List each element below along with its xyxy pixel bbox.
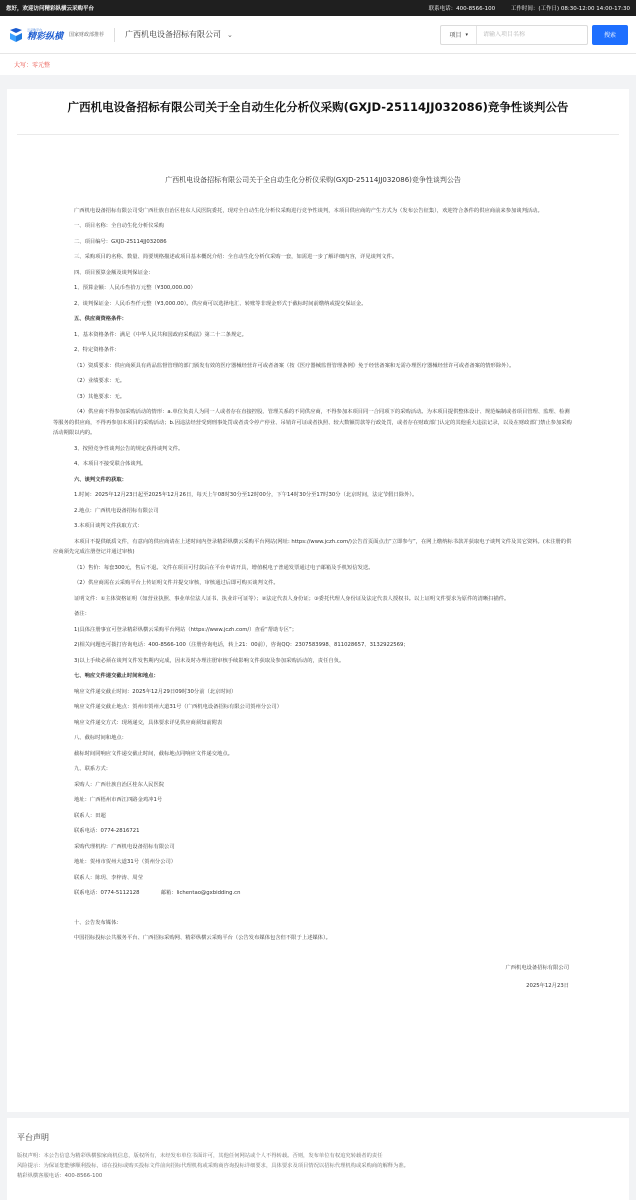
- notice-paragraph: （2）业绩要求：无。: [74, 378, 126, 384]
- notice-paragraph: 一、项目名称：全自动生化分析仪采购: [74, 223, 165, 229]
- topbar-phone: 联系电话：400-8566-100: [428, 6, 496, 12]
- notice-paragraph: 2、特定资格条件：: [74, 347, 120, 353]
- notice-paragraph: 联系电话：0774-5112128 邮箱：lichentao@gxbidding.cn: [74, 890, 241, 896]
- site-header: [0, 16, 636, 54]
- title-divider: [17, 134, 619, 135]
- notice-paragraphs: [53, 206, 573, 899]
- logo-icon: [8, 27, 24, 43]
- notice-subtitle: 广西机电设备招标有限公司关于全自动生化分析仪采购(GXJD-25114JJ032086)竞争性谈判公告: [165, 176, 461, 184]
- amount-caps: 大写：零元整: [14, 62, 51, 69]
- top-bar: [0, 0, 636, 16]
- notice-paragraph: 联系电话：0774-2816721: [74, 828, 140, 834]
- sign-date: 2025年12月23日: [526, 983, 569, 989]
- footer-service-phone: 精彩纵横客服电话：400-8566-100: [17, 1173, 103, 1179]
- notice-paragraph: 九、联系方式：: [74, 766, 112, 772]
- notice-paragraph: 八、截标时间和地点：: [74, 735, 127, 741]
- select-chevron-icon: ▾: [465, 31, 468, 38]
- notice-paragraph: 四、项目预算金额及谈判保证金：: [74, 269, 154, 276]
- footer-risk: 风险提示：为保证您能够顺利投标，请在投标或购买投标文件前向招标代理机构或采购商咨询投标详细要求，具体要求及项目情况以招标代理机构或采购商的解释为准。: [17, 1163, 409, 1169]
- media-title: 十、公告发布媒体：: [74, 919, 122, 926]
- notice-paragraph: 联系人：陈玥、李梓涛、周莹: [74, 874, 143, 881]
- notice-paragraph: 1.时间：2025年12月23日起至2025年12月26日，每天上午08时30分至12时00分，下午14时30分至17时30分（北京时间，法定节假日除外）。: [74, 492, 418, 498]
- logo-small-text: 云采购平台: [27, 27, 43, 32]
- notice-paragraph: 3.本项目谈判文件获取方式：: [74, 523, 143, 529]
- notice-paragraph: 2、谈判保证金：人民币叁仟元整（¥3,000.00）。供应商可以选择电汇、转账等非现金形式于截标时间前缴纳或提交保证金。: [74, 300, 367, 307]
- notice-paragraph: 本项目不提供纸质文件，有意向的供应商请在上述时间内登录精彩纵横云采购平台网站(网址: https://www.jczh.com/)公告首页面点击“立即参与”，在网上缴纳标书款并获取电子谈判文件及其它资料。(未注册的供应商须先完成注册登记并通过审核): [53, 538, 572, 555]
- sign-company: 广西机电设备招标有限公司: [505, 964, 569, 971]
- notice-paragraph: 4、本项目不接受联合体谈判。: [74, 461, 147, 467]
- search-input[interactable]: [477, 31, 587, 38]
- notice-paragraph: 响应文件递交截止地点：贺州市贺州大道31号（广西机电设备招标有限公司贺州分公司）: [74, 704, 283, 710]
- notice-paragraph: 3)以上手续必须在谈判文件发售期内完成，因未及时办理注册审核手续影响文件获取及参加采购活动的，责任自负。: [74, 657, 345, 664]
- notice-card: [7, 89, 629, 1112]
- notice-paragraph: 六、谈判文件的获取：: [74, 476, 127, 483]
- logo-subtitle: 国家财政部推荐: [69, 32, 105, 38]
- notice-paragraph: 地址：广西梧州市西江四路金鸡冲1号: [74, 797, 163, 803]
- notice-paragraph: 2)相关问题也可拨打咨询电话：400-8566-100（注册咨询电话，转上21：00前），咨询QQ：2307583998、811028657、3132922569；: [74, 642, 409, 648]
- site-logo[interactable]: [8, 27, 104, 43]
- notice-paragraph: 三、采购项目的名称、数量、简要规格描述或项目基本概况介绍：全自动生化分析仪采购一套，如需进一步了解详细内容，详见谈判文件。: [74, 254, 398, 260]
- notice-paragraph: 证明文件：①主体资格证明（如营业执照、事业单位法人证书、执业许可证等）；②法定代表人身份证；③委托代理人身份证及法定代表人授权书。以上证明文件要求为原件的清晰扫描件。: [74, 595, 510, 602]
- notice-paragraph: （3）其他要求：无。: [74, 393, 126, 400]
- notice-content: [7, 175, 629, 992]
- notice-paragraph: 联系人：田超: [74, 812, 106, 819]
- footer-copyright: 版权声明：本公告信息为精彩纵横独家商机信息，版权所有，未经发布单位书面许可，其他任何网站或个人不得转载。否则，发布单位有权追究转载者的责任: [17, 1153, 383, 1159]
- company-name[interactable]: 广西机电设备招标有限公司: [125, 30, 222, 39]
- notice-paragraph: 七、响应文件递交截止时间和地点：: [74, 673, 159, 679]
- notice-paragraph: 1)具体注册事宜可登录精彩纵横云采购平台网站（https://www.jczh.com/）查看“帮助专区”；: [74, 626, 298, 633]
- notice-paragraph: 3、按照竞争性谈判公告的规定获得谈判文件。: [74, 445, 184, 452]
- notice-paragraph: 采购人：广西壮族自治区桂东人民医院: [74, 781, 165, 788]
- chevron-down-icon[interactable]: ⌄: [227, 30, 233, 39]
- notice-paragraph: （1）售价：每套300元，售后不退。文件在项目可付款后在平台申请开具，增值税电子普通发票通过电子邮箱及手机短信发送。: [74, 564, 374, 571]
- notice-paragraph: 截标时间同响应文件递交截止时间，截标地点同响应文件递交地点。: [74, 750, 233, 757]
- media-text: 中国招标投标公共服务平台、广西招标采购网、精彩纵横云采购平台（公告发布媒体包含但不限于上述媒体）。: [74, 935, 331, 941]
- search-type-label: 项目: [449, 32, 462, 39]
- notice-paragraph: （4）供应商不得参加采购活动的情形：a.单位负责人为同一人或者存在直接控股、管理关系的不同供应商，不得参加本项目同一合同项下的采购活动。为本项目提供整体设计、规范编制或者项目管理、监理、检测等服务的供应商，不得再参加本项目的采购活动；b.因违法经营受到刑事处罚或者责令停产停业、吊销许可证或者执照、较大数额罚款等行政处罚，或者存在财政部门认定的其他重大违法记录，以及在财政部门禁止参加采购活动期限以内的。: [53, 409, 572, 436]
- notice-paragraph: 广西机电设备招标有限公司受广西壮族自治区桂东人民医院委托，现对全自动生化分析仪采购进行竞争性谈判，本项目供应商的产生方式为（发布公告征集），欢迎符合条件的供应商前来参加谈判活动。: [74, 207, 543, 214]
- search-box: [440, 25, 588, 45]
- search-button[interactable]: 搜索: [592, 25, 628, 45]
- platform-footer: [7, 1118, 629, 1200]
- notice-paragraph: 备注：: [74, 611, 90, 617]
- notice-paragraph: 1、基本资格条件：满足《中华人民共和国政府采购法》第二十二条规定。: [74, 331, 247, 338]
- notice-paragraph: 采购代理机构：广西机电设备招标有限公司: [74, 843, 175, 850]
- notice-title: 广西机电设备招标有限公司关于全自动生化分析仪采购(GXJD-25114JJ032086)竞争性谈判公告: [67, 100, 569, 114]
- topbar-hours: 工作时间：(工作日) 08:30-12:00 14:00-17:30: [510, 6, 630, 12]
- welcome-text: 您好，欢迎访问精彩纵横云采购平台: [6, 6, 95, 12]
- notice-paragraph: 响应文件递交方式：现场递交，具体要求详见供应商须知前附表: [74, 719, 223, 726]
- logo-brand-text: 精彩纵横: [27, 31, 64, 42]
- notice-paragraph: 2.地点：广西机电设备招标有限公司: [74, 507, 159, 514]
- notice-paragraph: 1、预算金额：人民币叁拾万元整（¥300,000.00）: [74, 285, 196, 291]
- notice-paragraph: 五、供应商资格条件：: [74, 316, 127, 322]
- search-type-select[interactable]: [441, 26, 477, 44]
- notice-paragraph: 二、项目编号：GXJD-25114JJ032086: [74, 238, 167, 245]
- topbar-contact: [415, 4, 630, 12]
- notice-paragraph: 响应文件递交截止时间：2025年12月29日09时30分前（北京时间）: [74, 688, 237, 695]
- notice-paragraph: 地址：贺州市贺州大道31号（贺州分公司）: [74, 859, 177, 865]
- header-divider: [114, 28, 115, 42]
- notice-paragraph: （2）供应商需在云采购平台上传证明文件并提交审核，审核通过后即可购买谈判文件。: [74, 580, 279, 586]
- amount-band: [0, 54, 636, 75]
- notice-paragraph: （1）资质要求：供应商须具有药品监督管理的部门颁发有效的医疗器械经营许可或者备案（按《医疗器械监督管理条例》免于经营备案和无需办理医疗器械经营许可或者备案的情形除外）。: [74, 362, 515, 369]
- footer-title: 平台声明: [17, 1133, 49, 1142]
